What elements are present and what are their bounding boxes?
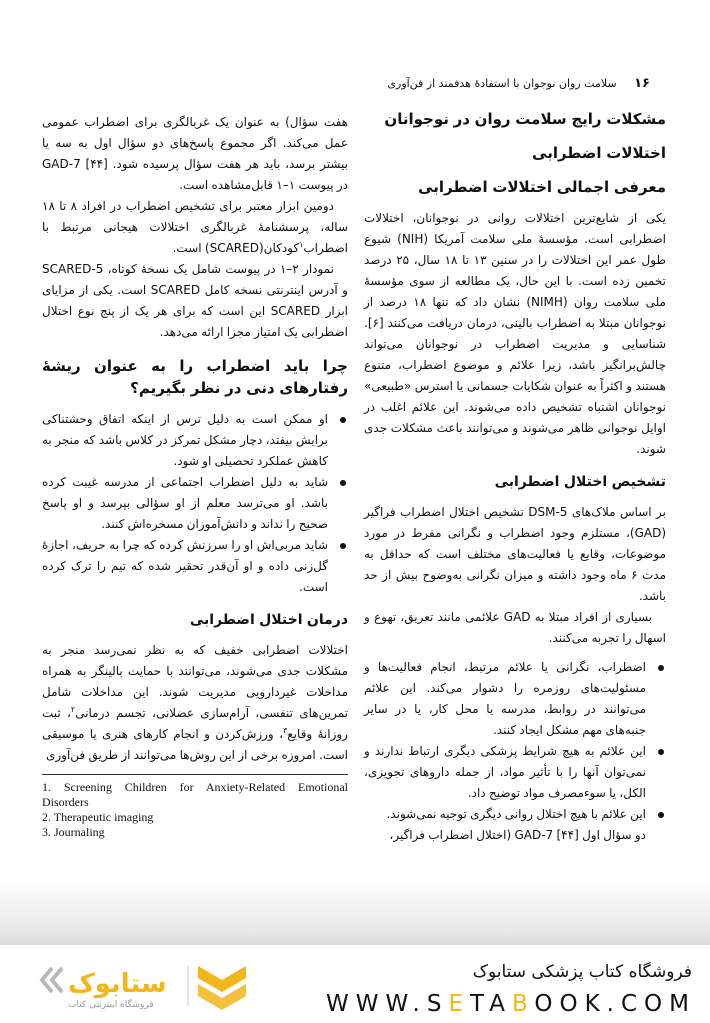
url-part: E	[448, 991, 471, 1017]
heading-why-anxiety: چرا باید اضطراب را به عنوان ریشهٔ رفتارهای دنی در نظر بگیریم؟	[42, 357, 348, 397]
text: دومین ابزار معتبر برای تشخیص اضطراب در افراد ۸ تا ۱۸ ساله، پرسشنامهٔ غربالگری اختلالات هیجانی مرتبط با اضطراب	[42, 199, 348, 255]
chevrons-icon	[42, 968, 62, 992]
setabook-logo	[38, 960, 268, 1010]
footnotes	[42, 774, 348, 840]
paragraph-scared	[42, 196, 348, 259]
url-part: TA	[470, 991, 513, 1017]
list-item: این علائم با هیچ اختلال روانی دیگری توجیه نمی‌شوند.	[364, 804, 646, 825]
footnote-ref: ۱	[299, 240, 304, 249]
url-part: WWW.S	[325, 991, 449, 1017]
footnote-1: 1. Screening Children for Anxiety-Related Emotional Disorders	[42, 780, 348, 809]
running-title: سلامت روان نوجوان با استفادهٔ هدفمند از فن‌آوری	[387, 77, 617, 90]
page-number: ۱۶	[634, 76, 650, 91]
list-item: او ممکن است به دلیل ترس از اینکه اتفاق وحشتناکی برایش بیفتد، دچار مشکل تمرکز در کلاس باشد که منجر به کاهش عملکرد تحصیلی او شود.	[42, 409, 328, 472]
text: ، ثبت روزانهٔ وقایع	[42, 706, 348, 741]
heading-treatment: درمان اختلال اضطرابی	[189, 612, 348, 628]
logo-subtext: فروشگاه اینترنتی کتاب	[68, 1000, 154, 1010]
running-header	[380, 76, 650, 92]
right-column	[364, 108, 666, 846]
store-name: فروشگاه کتاب پزشکی ستابوک	[472, 962, 692, 982]
treatment-paragraph	[42, 640, 348, 766]
list-item: این علائم به هیچ شرایط پزشکی دیگری ارتباط ندارند و نمی‌توان آنها را با تأثیر مواد، از جمله داروهای تجویزی، الکل، یا سوءمصرف مواد توضیح داد.	[364, 741, 646, 804]
heading-diagnosis: تشخیص اختلال اضطرابی	[494, 474, 666, 490]
left-column	[42, 112, 348, 840]
logo-text: ستابوک	[68, 969, 167, 999]
paragraph-scared5: نمودار ۲–۱ در پیوست شامل یک نسخهٔ کوتاه، SCARED-5 و آدرس اینترنتی نسخه کامل SCARED است. یکی از مزایای ابزار SCARED این است که برای هر یک از پنج نوع اختلال اضطرابی یک امتیاز مجزا ارائه می‌دهد.	[42, 262, 348, 339]
diagnosis-paragraph-2: بسیاری از افراد مبتلا به GAD علائمی مانند تعریق، تهوع و اسهال را تجربه می‌کنند.	[364, 610, 666, 645]
store-url[interactable]	[326, 990, 696, 1018]
intro-paragraph: یکی از شایع‌ترین اختلالات روانی در نوجوانان، اختلالات اضطرابی است. مؤسسهٔ ملی سلامت آمریکا (NIH) شیوع طول عمر این اختلالات را در سنین ۱۳ تا ۱۸ سال، ۲۵ درصد تخمین زده است. با این حال، یک مطالعه از سوی مؤسسهٔ ملی سلامت روان (NIMH) نشان داد که تنها ۱۸ درصد از نوجوانان مبتلا به اضطراب بالینی، درمان دریافت می‌کنند [۶]. شناسایی و مدیریت اضطراب در نوجوانان می‌تواند چالش‌برانگیز باشد، زیرا علائم و موضوع اضطراب، متنوع هستند و اکثراً به عنوان شکایات جسمانی یا استرس «طبیعی» نوجوانان اشتباه تشخیص داده می‌شوند. این علائم اغلب در اوایل نوجوانی ظاهر می‌شوند و می‌توانند باعث مشکلات جدی شوند.	[364, 211, 667, 456]
list-item: شاید به دلیل اضطراب اجتماعی از مدرسه غیبت کرده باشد. او می‌ترسد معلم از او سؤالی بپرسد و او پاسخ صحیح را نداند و دانش‌آموزان مسخره‌اش کنند.	[42, 472, 328, 535]
text: کودکان(SCARED) است.	[172, 241, 300, 255]
footnote-ref: ۳	[282, 726, 288, 735]
list-item: شاید مربی‌اش او را سرزنش کرده که چرا به حریف، اجازهٔ گل‌زنی داده و او آن‌قدر تحقیر شده که تیم را ترک کرده است.	[42, 535, 328, 598]
list-item: اضطراب، نگرانی یا علائم مرتبط، انجام فعالیت‌ها و مسئولیت‌های روزمره را دشوار می‌کند. این علائم می‌توانند در روابط، مدرسه یا محل کار، یا در سایر جنبه‌های مهم مشکل ایجاد کنند.	[364, 657, 646, 741]
setabook-emblem-icon	[198, 966, 246, 1010]
diagnosis-paragraph: بر اساس ملاک‌های DSM-5 تشخیص اختلال اضطراب فراگیر (GAD)، مستلزم وجود اضطراب و نگرانی مفرط در مورد موضوعات، وقایع یا فعالیت‌های مختلف است که حداقل به مدت ۶ ماه وجود داشته و میزان نگرانی به‌وضوح بیش از حد باشد.	[364, 505, 667, 603]
url-part: OOK.COM	[534, 991, 696, 1017]
footnote-ref: ۲	[70, 705, 76, 714]
url-part: B	[512, 991, 535, 1017]
paragraph-gad7: هفت سؤال) به عنوان یک غربالگری برای اضطراب عمومی عمل می‌کند. اگر مجموع پاسخ‌های دو سؤال اول به سه یا بیشتر برسد، باید هر هفت سؤال پرسیده شود. GAD-7 [۴۴] در پیوست ۱–۱ قابل‌مشاهده است.	[42, 115, 349, 192]
footnote-3: 3. Journaling	[42, 825, 105, 839]
why-list	[42, 409, 348, 598]
diagnosis-criteria-list	[364, 657, 666, 825]
text: ، ورزش‌کردن و انجام کارهای هنری یا موسیقی است. امروزه برخی از این روش‌ها می‌توانند از طریق فن‌آوری	[42, 727, 348, 762]
continued-text: دو سؤال اول GAD-7 [۴۴] (اختلال اضطراب فراگیر،	[389, 828, 646, 842]
heading-anxiety-disorders: اختلالات اضطرابی	[532, 144, 666, 162]
text: اختلالات اضطرابی خفیف که به نظر نمی‌رسد منجر به مشکلات جدی می‌شوند، می‌توانند با حمایت بالینگر به همراه مداخلات غیردارویی مدیریت شوند. این مداخلات شامل تمرین‌های تنفسی، آرام‌سازی عضلانی، تجسم درمانی	[42, 643, 348, 720]
heading-overview: معرفی اجمالی اختلالات اضطرابی	[418, 178, 666, 196]
heading-common-problems: مشکلات رایج سلامت روان در نوجوانان	[384, 110, 666, 128]
footnote-2: 2. Therapeutic imaging	[42, 810, 154, 824]
